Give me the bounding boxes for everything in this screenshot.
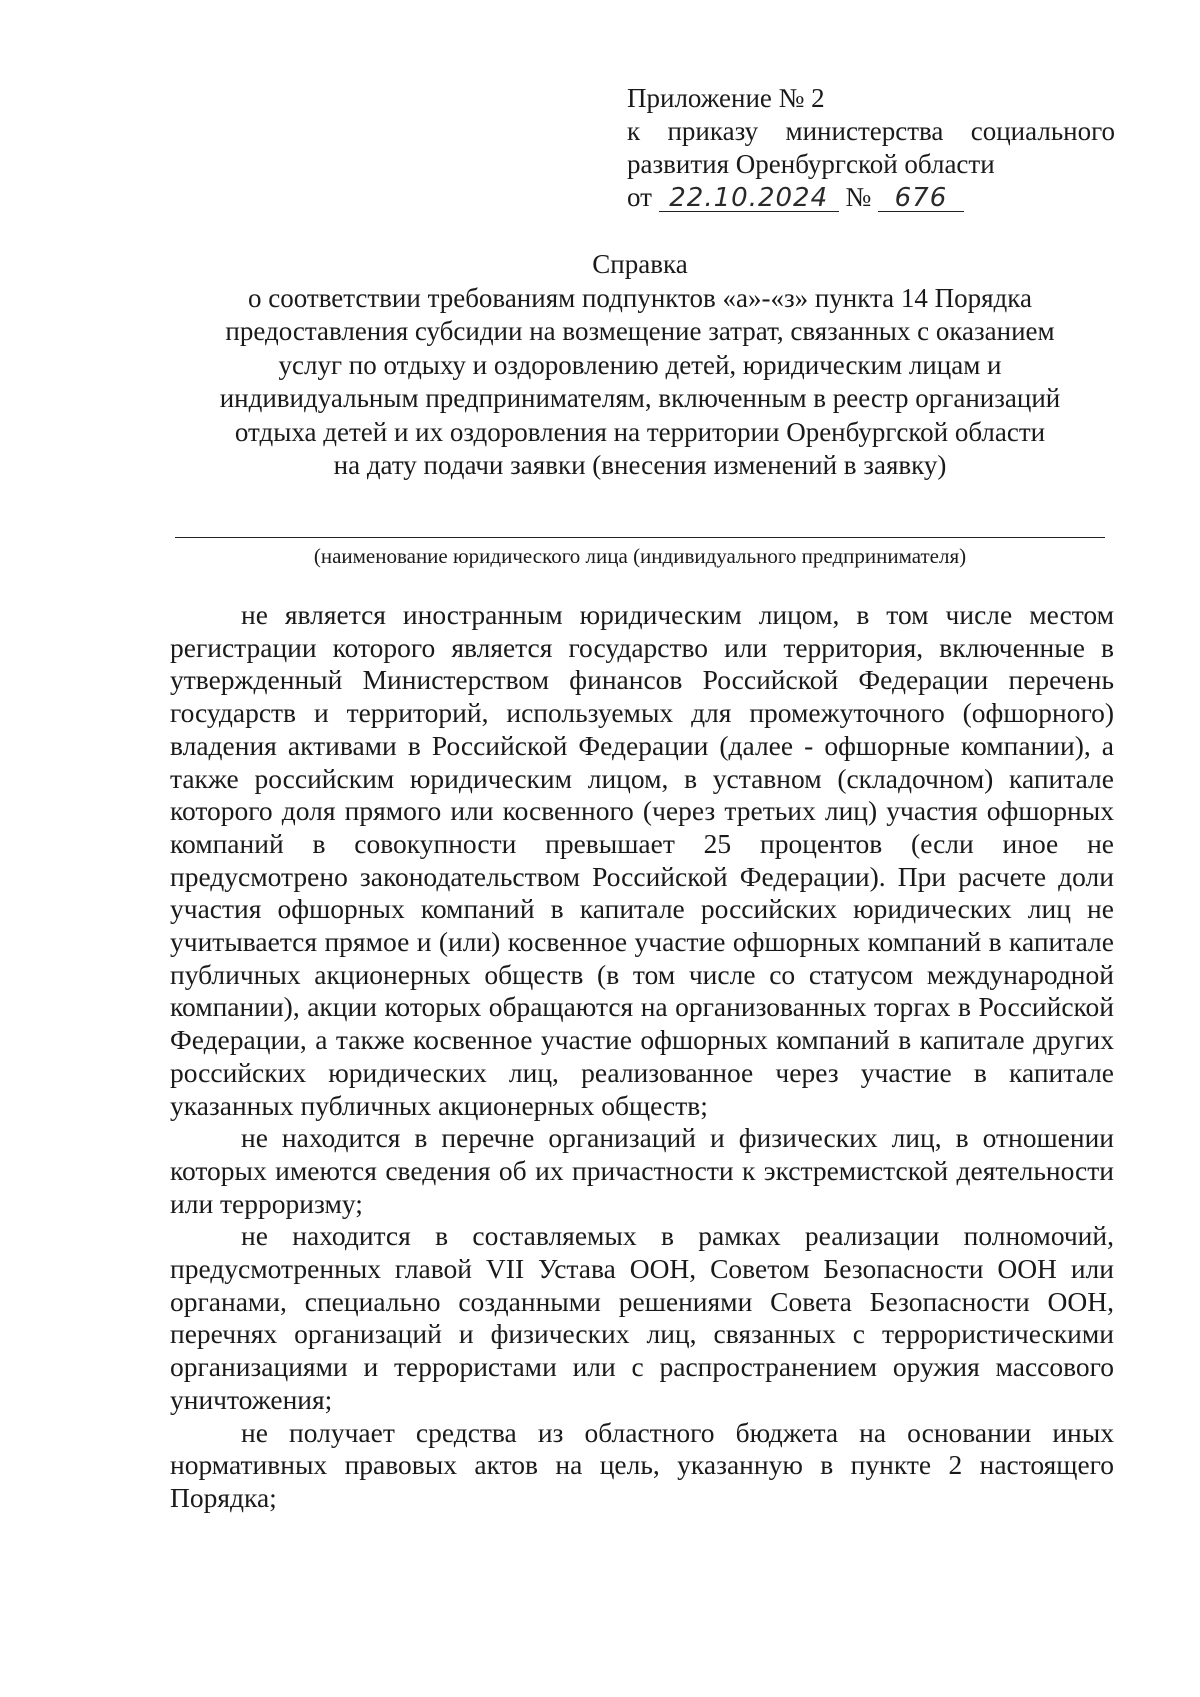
appendix-header (627, 82, 1115, 214)
heading-line: отдыха детей и их оздоровления на территории Оренбургской области (234, 416, 1046, 447)
heading-line: на дату подачи заявки (внесения изменений в заявку) (333, 450, 947, 480)
entity-name-blank-line (175, 537, 1105, 538)
heading-line: предоставления субсидии на возмещение затрат, связанных с оказанием (225, 316, 1055, 346)
entity-name-caption: (наименование юридического лица (индивидуального предпринимателя) (313, 544, 967, 568)
handwritten-number: 676 (878, 185, 964, 212)
appendix-order-line: к приказу министерства социального (627, 116, 1115, 146)
document-heading (150, 248, 1130, 483)
appendix-ministry-line: развития Оренбургской области (627, 149, 995, 179)
number-label: № (845, 182, 872, 212)
handwritten-date: 22.10.2024 (659, 185, 839, 212)
body-paragraph: не получает средства из областного бюджета на основании иных нормативных правовых актов на цель, указанную в пункте 2 настоящего Порядка; (170, 1416, 1114, 1513)
body-paragraph: не находится в составляемых в рамках реализации полномочий, предусмотренных главой VII Устава ООН, Советом Безопасности ООН или органами, специально созданными решениями Совета Безопасности ООН, перечнях организаций и физических лиц, связанных с террористическими организациями и террористами или с распространением оружия массового уничтожения; (170, 1220, 1114, 1415)
heading-line: услуг по отдыху и оздоровлению детей, юридическим лицам и (278, 349, 1002, 380)
body-paragraph: не является иностранным юридическим лицом, в том числе местом регистрации которого является государство или территория, включенные в утвержденный Министерством финансов Российской Федерации перечень государств и территорий, используемых для промежуточного (офшорного) владения активами в Российской Федерации (далее - офшорные компании), а также российским юридическим лицом, в уставном (складочном) капитале которого доля прямого или косвенного (через третьих лиц) участия офшорных компаний в совокупности превышает 25 процентов (если иное не предусмотрено законодательством Российской Федерации). При расчете доли участия офшорных компаний в капитале российских юридических лиц не учитывается прямое и (или) косвенное участие офшорных компаний в капитале публичных акционерных обществ (в том числе со статусом международной компании), акции которых обращаются на организованных торгах в Российской Федерации, а также косвенное участие офшорных компаний в капитале других российских юридических лиц, реализованное через участие в капитале указанных публичных акционерных обществ; (170, 599, 1114, 1121)
document-body (170, 599, 1114, 1515)
appendix-title: Приложение № 2 (627, 83, 825, 113)
date-prefix: от (627, 182, 652, 212)
document-title: Справка (592, 249, 688, 279)
heading-line: индивидуальным предпринимателям, включенным в реестр организаций (219, 383, 1061, 413)
body-paragraph: не находится в перечне организаций и физических лиц, в отношении которых имеются сведения об их причастности к экстремистской деятельности или терроризму; (170, 1122, 1114, 1219)
heading-line: о соответствии требованиям подпунктов «а»-«з» пункта 14 Порядка (248, 282, 1032, 313)
appendix-date-line (627, 181, 1115, 214)
